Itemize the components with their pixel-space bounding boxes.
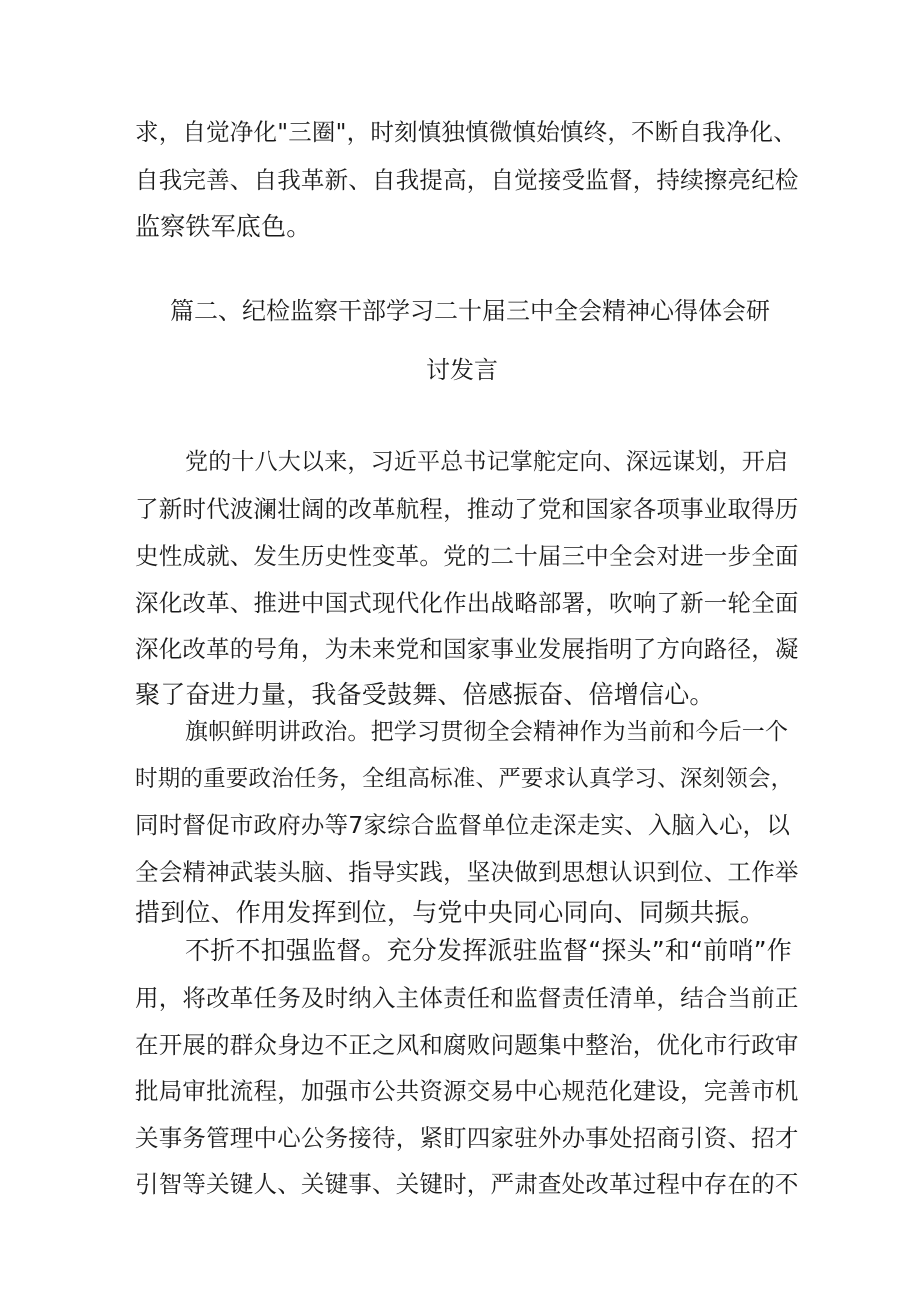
paragraph-2-line: 同时督促市政府办等7家综合监督单位走深走实、入脑入心，以 <box>135 811 791 839</box>
text-line: 监察铁军底色。 <box>135 212 312 241</box>
paragraph-1-line: 史性成就、发生历史性变革。党的二十届三中全会对进一步全面 <box>135 542 799 570</box>
paragraph-2-line: 全会精神武装头脑、指导实践，坚决做到思想认识到位、工作举 <box>135 858 799 886</box>
paragraph-3-line: 不折不扣强监督。充分发挥派驻监督“探头”和“前哨”作 <box>185 936 793 965</box>
paragraph-1-line: 了新时代波澜壮阔的改革航程，推动了党和国家各项事业取得历 <box>135 495 799 523</box>
paragraph-3-line: 批局审批流程，加强市公共资源交易中心规范化建设，完善市机 <box>135 1077 799 1105</box>
text-line: 自我完善、自我革新、自我提高，自觉接受监督，持续擦亮纪检 <box>135 166 799 194</box>
paragraph-3-line: 引智等关键人、关键事、关键时，严肃查处改革过程中存在的不 <box>135 1170 799 1198</box>
paragraph-3-line: 关事务管理中心公务接待，紧盯四家驻外办事处招商引资、招才 <box>135 1124 799 1152</box>
paragraph-1-line: 深化改革、推进中国式现代化作出战略部署，吹响了新一轮全面 <box>135 589 799 617</box>
text-line: 求，自觉净化"三圈"，时刻慎独慎微慎始慎终，不断自我净化、 <box>135 118 797 146</box>
paragraph-1-line: 深化改革的号角，为未来党和国家事业发展指明了方向路径，凝 <box>135 635 799 663</box>
paragraph-3-line: 用，将改革任务及时纳入主体责任和监督责任清单，结合当前正 <box>135 984 799 1012</box>
paragraph-1-line: 聚了奋进力量，我备受鼓舞、倍感振奋、倍增信心。 <box>135 680 715 709</box>
section-title-line-2: 讨发言 <box>426 356 498 384</box>
paragraph-1-line: 党的十八大以来，习近平总书记掌舵定向、深远谋划，开启 <box>185 449 789 475</box>
section-title-line-1: 篇二、纪检监察干部学习二十届三中全会精神心得体会研 <box>170 297 770 325</box>
paragraph-3-line: 在开展的群众身边不正之风和腐败问题集中整治，优化市行政审 <box>135 1031 799 1059</box>
paragraph-2-line: 措到位、作用发挥到位，与党中央同心同向、同频共振。 <box>135 898 766 927</box>
paragraph-2-line: 时期的重要政治任务，全组高标准、严要求认真学习、深刻领会， <box>135 766 794 792</box>
paragraph-2-line: 旗帜鲜明讲政治。把学习贯彻全会精神作为当前和今后一个 <box>185 719 789 745</box>
